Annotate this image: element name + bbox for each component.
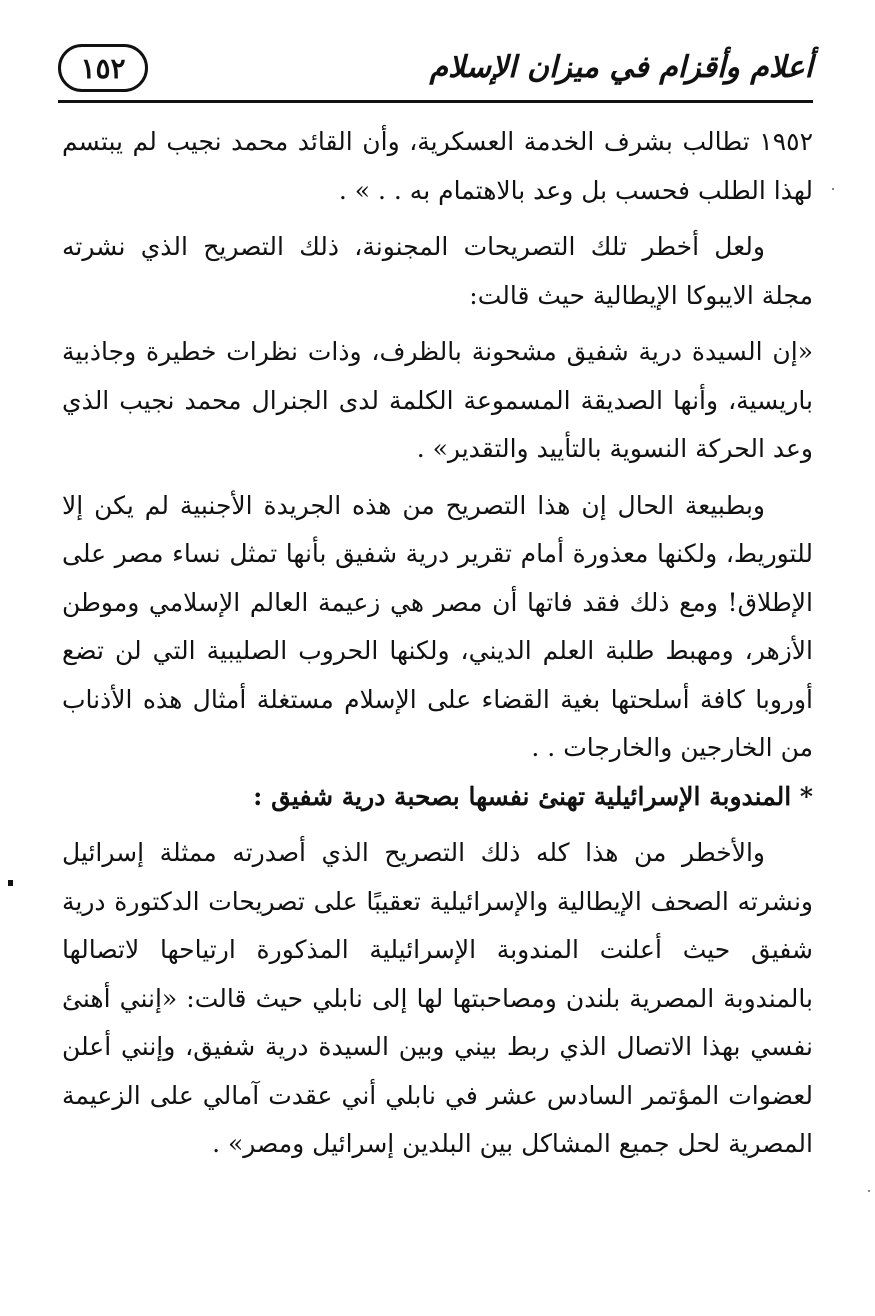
scan-speck — [868, 1190, 870, 1192]
paragraph-continuation: ١٩٥٢ تطالب بشرف الخدمة العسكرية، وأن القائد محمد نجيب لم يبتسم لهذا الطلب فحسب بل وعد بالاهتمام به . . » . — [62, 127, 813, 205]
body-text — [62, 118, 813, 1169]
page-header — [58, 44, 813, 108]
running-title: أعلام وأقزام في ميزان الإسلام — [429, 50, 813, 85]
header-rule — [58, 100, 813, 103]
scan-speck — [832, 188, 834, 190]
paragraph: وبطبيعة الحال إن هذا التصريح من هذه الجريدة الأجنبية لم يكن إلا للتوريط، ولكنها معذورة أمام تقرير درية شفيق بأنها تمثل نساء مصر على الإطلاق! ومع ذلك فقد فاتها أن مصر هي زعيمة العالم الإسلامي وموطن الأزهر، ومهبط طلبة العلم الديني، ولكنها الحروب الصليبية التي لن تضع أوروبا كافة أسلحتها بغية القضاء على الإسلام مستغلة أمثال هذه الأذناب من الخارجين والخارجات . . — [62, 490, 813, 762]
paragraph: ولعل أخطر تلك التصريحات المجنونة، ذلك التصريح الذي نشرته مجلة الايبوكا الإيطالية حيث قالت: — [62, 232, 813, 310]
quote-paragraph: «إن السيدة درية شفيق مشحونة بالظرف، وذات نظرات خطيرة وجاذبية باريسية، وأنها الصديقة المسموعة الكلمة لدى الجنرال محمد نجيب الذي وعد الحركة النسوية بالتأييد والتقدير» . — [62, 337, 813, 463]
margin-mark — [8, 880, 13, 886]
page-number: ١٥٢ — [58, 44, 148, 92]
section-paragraph: والأخطر من هذا كله ذلك التصريح الذي أصدرته ممثلة إسرائيل ونشرته الصحف الإيطالية والإسرائيلية تعقيبًا على تصريحات الدكتورة درية شفيق حيث أعلنت المندوبة الإسرائيلية المذكورة ارتياحها لاتصالها بالمندوبة المصرية بلندن ومصاحبتها لها إلى نابلي حيث قالت: «إنني أهنئ نفسي بهذا الاتصال الذي ربط بيني وبين السيدة درية شفيق، وإنني أعلن لعضوات المؤتمر السادس عشر في نابلي أني عقدت آمالي على الزعيمة المصرية لحل جميع المشاكل بين البلدين إسرائيل ومصر» . — [62, 838, 813, 1158]
section-heading: * المندوبة الإسرائيلية تهنئ نفسها بصحبة درية شفيق : — [253, 781, 813, 811]
